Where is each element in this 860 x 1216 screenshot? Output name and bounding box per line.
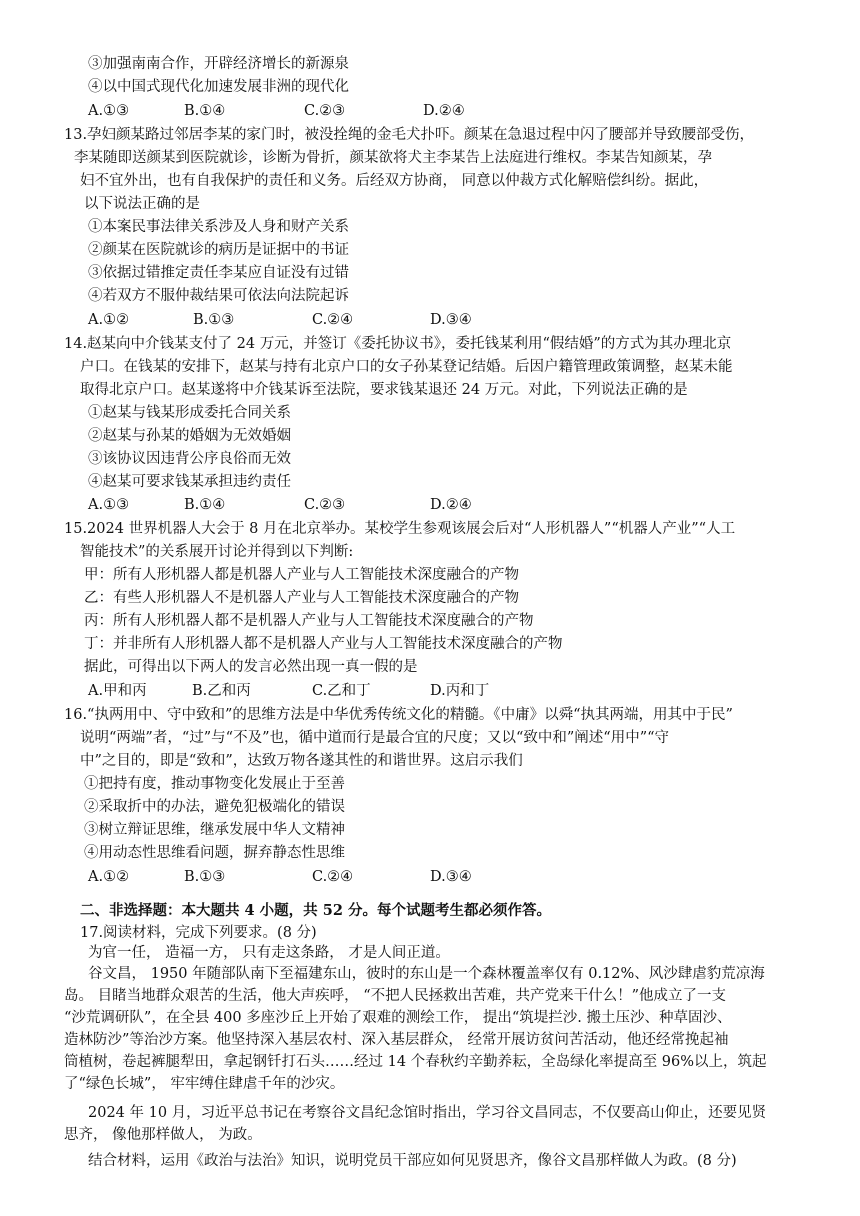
q15-item-jia: 甲：所有人形机器人都是机器人产业与人工智能技术深度融合的产物	[84, 567, 519, 583]
option-b: B.①③	[184, 869, 226, 885]
option-a: A.①②	[88, 312, 130, 328]
q16-item-2: ②采取折中的办法，避免犯极端化的错误	[84, 799, 345, 815]
q15-item-ding: 丁：并非所有人形机器人都不是机器人产业与人工智能技术深度融合的产物	[84, 636, 563, 652]
option-c: C.②④	[312, 312, 354, 328]
option-a: A.①②	[88, 869, 130, 885]
q14-stem-line: 户口。在钱某的安排下，赵某与持有北京户口的女子孙某登记结婚。后因户籍管理政策调整，赵某未能	[80, 359, 733, 375]
q16-stem-line: 说明“两端”者，“过”与“不及”也，循中道而行是最合宜的尺度；又以“致中和”阐述“用中”“守	[80, 730, 670, 746]
q14-item-4: ④赵某可要求钱某承担违约责任	[88, 474, 291, 490]
q14-item-3: ③该协议因违背公序良俗而无效	[88, 451, 291, 467]
q12-item-4: ④以中国式现代化加速发展非洲的现代化	[88, 79, 349, 95]
q13-item-1: ①本案民事法律关系涉及人身和财产关系	[88, 219, 349, 235]
q17-paragraph-line: 为官一任， 造福一方， 只有走这条路， 才是人间正道。	[88, 945, 450, 961]
option-a: A.①③	[88, 103, 130, 119]
q17-paragraph-line: 了“绿色长城”， 牢牢缚住肆虐千年的沙灾。	[64, 1076, 345, 1092]
option-d: D.②④	[423, 103, 465, 119]
q17-paragraph-line: 造林防沙”等治沙方案。他坚持深入基层农村、深入基层群众， 经常开展访贫问苦活动，他还经常挽起袖	[64, 1032, 729, 1048]
q13-stem-line: 13.孕妇颜某路过邻居李某的家门时，被没拴绳的金毛犬扑吓。颜某在急退过程中闪了腰部并导致腰部受伤，	[64, 127, 755, 143]
q13-stem-line: 以下说法正确的是	[84, 196, 200, 212]
q13-stem-line: 李某随即送颜某到医院就诊，诊断为骨折，颜某欲将犬主李某告上法庭进行维权。李某告知颜某，孕	[74, 150, 712, 166]
option-b: B.①④	[184, 103, 226, 119]
q13-stem-line: 妇不宜外出，也有自我保护的责任和义务。后经双方协商， 同意以仲裁方式化解赔偿纠纷。据此，	[80, 173, 709, 189]
q17-question: 结合材料，运用《政治与法治》知识，说明党员干部应如何见贤思齐，像谷文昌那样做人为政。(8 分)	[88, 1153, 737, 1169]
q15-stem-line: 15.2024 世界机器人大会于 8 月在北京举办。某校学生参观该展会后对“人形机器人”“机器人产业”“人工	[64, 521, 736, 537]
q14-item-1: ①赵某与钱某形成委托合同关系	[88, 405, 291, 421]
option-d: D.丙和丁	[430, 683, 490, 699]
q14-item-2: ②赵某与孙某的婚姻为无效婚姻	[88, 428, 291, 444]
q16-stem-line: 16.“执两用中、守中致和”的思维方法是中华优秀传统文化的精髓。《中庸》以舜“执其两端，用其中于民”	[64, 707, 733, 723]
q13-item-2: ②颜某在医院就诊的病历是证据中的书证	[88, 242, 349, 258]
q14-stem-line: 取得北京户口。赵某遂将中介钱某诉至法院，要求钱某退还 24 万元。对此，下列说法正确的是	[80, 382, 688, 398]
q17-paragraph-line: “沙荒调研队”，在全县 400 多座沙丘上开始了艰难的测绘工作， 提出“筑堤拦沙. 搬土压沙、种草固沙、	[64, 1010, 732, 1026]
option-a: A.甲和丙	[88, 683, 147, 699]
option-d: D.③④	[430, 869, 472, 885]
q17-paragraph-line: 2024 年 10 月，习近平总书记在考察谷文昌纪念馆时指出，学习谷文昌同志，不仅要高山仰止，还要见贤	[88, 1105, 767, 1121]
q16-item-3: ③树立辩证思维，继承发展中华人文精神	[84, 822, 345, 838]
option-d: D.③④	[430, 312, 472, 328]
q17-intro: 17.阅读材料，完成下列要求。(8 分)	[80, 925, 317, 941]
option-c: C.②③	[304, 497, 346, 513]
option-d: D.②④	[430, 497, 472, 513]
option-b: B.乙和丙	[192, 683, 251, 699]
q12-item-3: ③加强南南合作，开辟经济增长的新源泉	[88, 56, 349, 72]
option-b: B.①③	[193, 312, 235, 328]
q17-paragraph-line: 筒植树，卷起裤腿犁田，拿起钢钎打石头……经过 14 个春秋约辛勤养耘，全岛绿化率提高至 96%以上，筑起	[64, 1054, 767, 1070]
section-heading: 二、非选择题：本大题共 4 小题，共 52 分。每个试题考生都必须作答。	[80, 902, 551, 919]
q15-stem-line: 智能技术”的关系展开讨论并得到以下判断:	[80, 544, 354, 560]
q13-item-4: ④若双方不服仲裁结果可依法向法院起诉	[88, 288, 349, 304]
option-a: A.①③	[88, 497, 130, 513]
q16-item-1: ①把持有度，推动事物变化发展止于至善	[84, 776, 345, 792]
option-c: C.②③	[304, 103, 346, 119]
q14-stem-line: 14.赵某向中介钱某支付了 24 万元，并签订《委托协议书》，委托钱某利用“假结婚”的方式为其办理北京	[64, 336, 732, 352]
option-c: C.乙和丁	[312, 683, 371, 699]
q15-item-yi: 乙：有些人形机器人不是机器人产业与人工智能技术深度融合的产物	[84, 590, 519, 606]
q15-conclusion: 据此，可得出以下两人的发言必然出现一真一假的是	[84, 659, 418, 675]
q16-item-4: ④用动态性思维看问题，摒弃静态性思维	[84, 845, 345, 861]
q13-item-3: ③依据过错推定责任李某应自证没有过错	[88, 265, 349, 281]
option-c: C.②④	[312, 869, 354, 885]
q15-item-bing: 丙：所有人形机器人都不是机器人产业与人工智能技术深度融合的产物	[84, 613, 534, 629]
q16-stem-line: 中”之目的，即是“致和”，达致万物各遂其性的和谐世界。这启示我们	[80, 753, 523, 769]
q17-paragraph-line: 谷文昌， 1950 年随部队南下至福建东山，彼时的东山是一个森林覆盖率仅有 0.12%、风沙肆虐豹荒凉海	[88, 966, 765, 982]
q17-paragraph-line: 思齐， 像他那样做人， 为政。	[64, 1127, 262, 1143]
option-b: B.①④	[184, 497, 226, 513]
q17-paragraph-line: 岛。 目睹当地群众艰苦的生活，他大声疾呼， “不把人民拯救出苦难，共产党来干什么！”他成立了一支	[64, 988, 727, 1004]
